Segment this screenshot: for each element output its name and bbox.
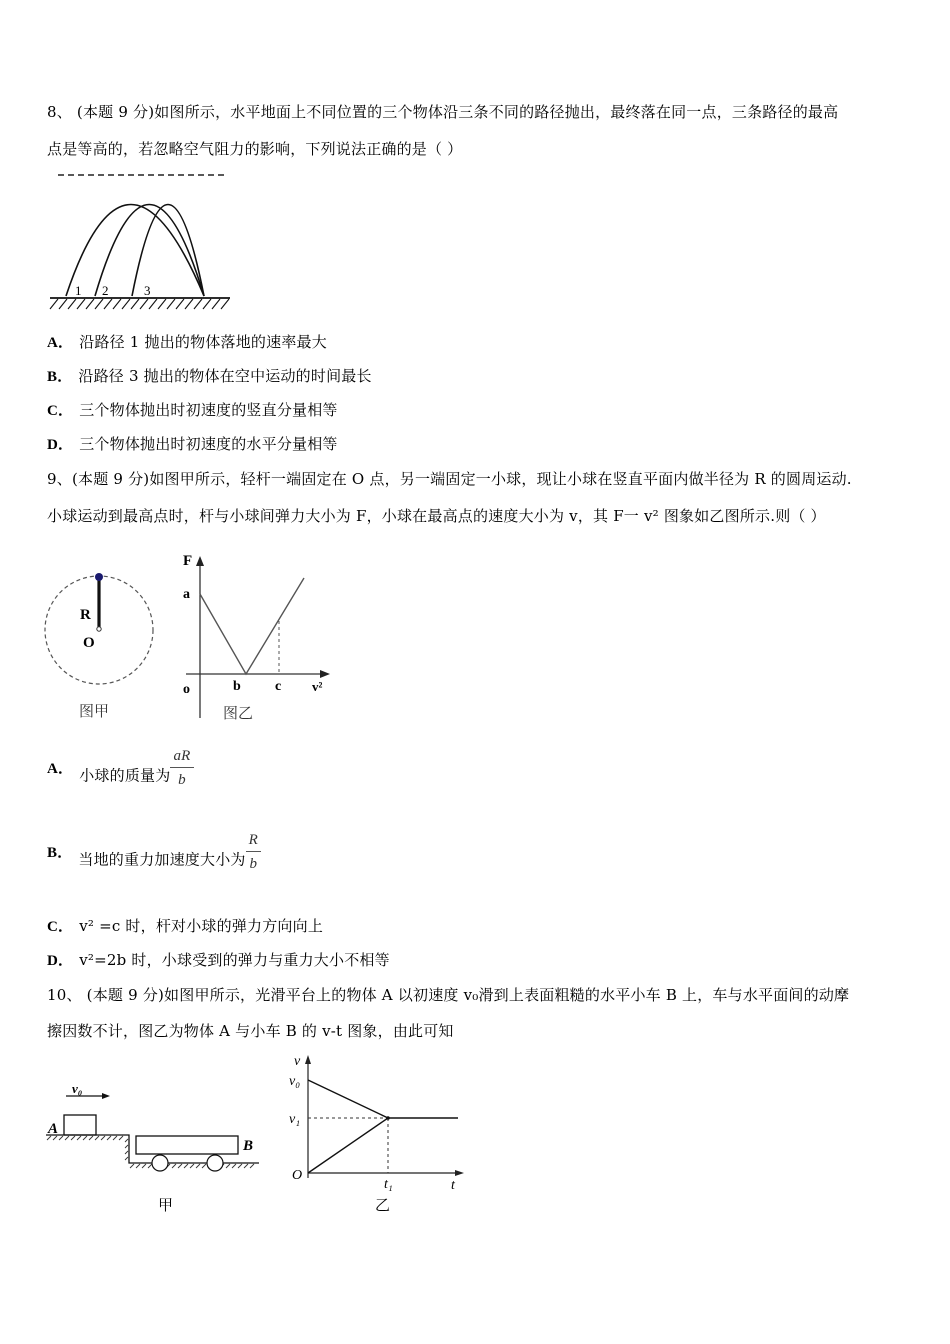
wheel-right [207, 1155, 223, 1171]
path-3 [132, 205, 204, 297]
fraction-ar-over-b: $\frac{aR}{b}$ [170, 748, 193, 789]
label-origin: o [183, 682, 190, 697]
label-v0: v₀ [72, 1081, 83, 1096]
caption-jia: 甲 [158, 1196, 174, 1214]
ground-hatching [50, 299, 229, 309]
caption-yi: 图乙 [223, 704, 254, 722]
ball [95, 573, 103, 581]
q8-trajectory-figure [44, 168, 234, 310]
label-v0: v₀ [289, 1074, 301, 1089]
cart-b [136, 1136, 238, 1154]
label-v1: v₁ [289, 1112, 301, 1127]
f-v2-line [200, 578, 304, 674]
label-t1: t₁ [384, 1177, 393, 1192]
fraction-r-over-b: $\frac{R}{b}$ [246, 832, 261, 873]
path-label-3: 3 [144, 283, 151, 298]
label-f: F [183, 553, 193, 569]
label-r: R [80, 607, 91, 623]
label-t: t [451, 1178, 455, 1193]
caption-jia: 图甲 [79, 702, 110, 720]
label-a: A [48, 1121, 59, 1137]
q9-option-a[interactable]: A． 小球的质量为 $\frac{aR}{b}$ [47, 748, 194, 789]
label-v: v [294, 1054, 301, 1069]
line-a-velocity [308, 1080, 388, 1118]
q10-stem-line1: 10、 (本题 9 分)如图甲所示，光滑平台上的物体 A 以初速度 v₀滑到上表面粗糙的水平小车 B 上，车与水平面间的动摩 [47, 986, 850, 1004]
q10-figure-yi-v-t-graph [286, 1050, 476, 1220]
path-label-2: 2 [102, 283, 109, 298]
label-b: b [233, 679, 241, 694]
label-a: a [183, 587, 190, 602]
q8-stem-line1: 8、 (本题 9 分)如图所示，水平地面上不同位置的三个物体沿三条不同的路径抛出，最终落在同一点，三条路径的最高 [47, 103, 839, 121]
path-label-1: 1 [75, 283, 82, 298]
q8-option-d[interactable]: D． 三个物体抛出时初速度的水平分量相等 [47, 435, 338, 453]
q8-option-b[interactable]: B． 沿路径 3 抛出的物体在空中运动的时间最长 [47, 367, 372, 385]
label-b: B [243, 1138, 254, 1154]
label-v2: v² [312, 679, 323, 694]
q10-stem-line2: 擦因数不计，图乙为物体 A 与小车 B 的 v-t 图象，由此可知 [47, 1022, 454, 1040]
q9-option-b[interactable]: B． 当地的重力加速度大小为 $\frac{R}{b}$ [47, 832, 261, 873]
wheel-left [152, 1155, 168, 1171]
q9-option-d[interactable]: D． v²=2b 时，小球受到的弹力与重力大小不相等 [47, 951, 390, 969]
f-axis-arrow [196, 556, 204, 566]
label-origin: O [292, 1168, 303, 1183]
line-b-velocity [308, 1118, 388, 1173]
pivot-o [97, 627, 101, 631]
q9-figure-jia [42, 548, 162, 728]
v2-axis-arrow [320, 670, 330, 678]
q8-option-a[interactable]: A． 沿路径 1 抛出的物体落地的速率最大 [47, 333, 327, 351]
label-c: c [275, 679, 282, 694]
q8-option-c[interactable]: C． 三个物体抛出时初速度的竖直分量相等 [47, 401, 338, 419]
label-o: O [83, 635, 95, 651]
q8-stem-line2: 点是等高的，若忽略空气阻力的影响，下列说法正确的是（ ） [47, 140, 463, 158]
q10-figure-jia-cart [44, 1081, 264, 1220]
block-a [64, 1115, 96, 1135]
q9-figure-yi-f-v2-graph [178, 548, 338, 728]
caption-yi: 乙 [375, 1196, 391, 1214]
q9-stem-line1: 9、(本题 9 分)如图甲所示，轻杆一端固定在 O 点，另一端固定一小球，现让小球在竖直平面内做半径为 R 的圆周运动. [47, 470, 852, 488]
q9-option-c[interactable]: C． v² =c 时，杆对小球的弹力方向向上 [47, 917, 324, 935]
q9-stem-line2: 小球运动到最高点时，杆与小球间弹力大小为 F，小球在最高点的速度大小为 v，其 F一 v² 图象如乙图所示.则（ ） [47, 507, 826, 525]
